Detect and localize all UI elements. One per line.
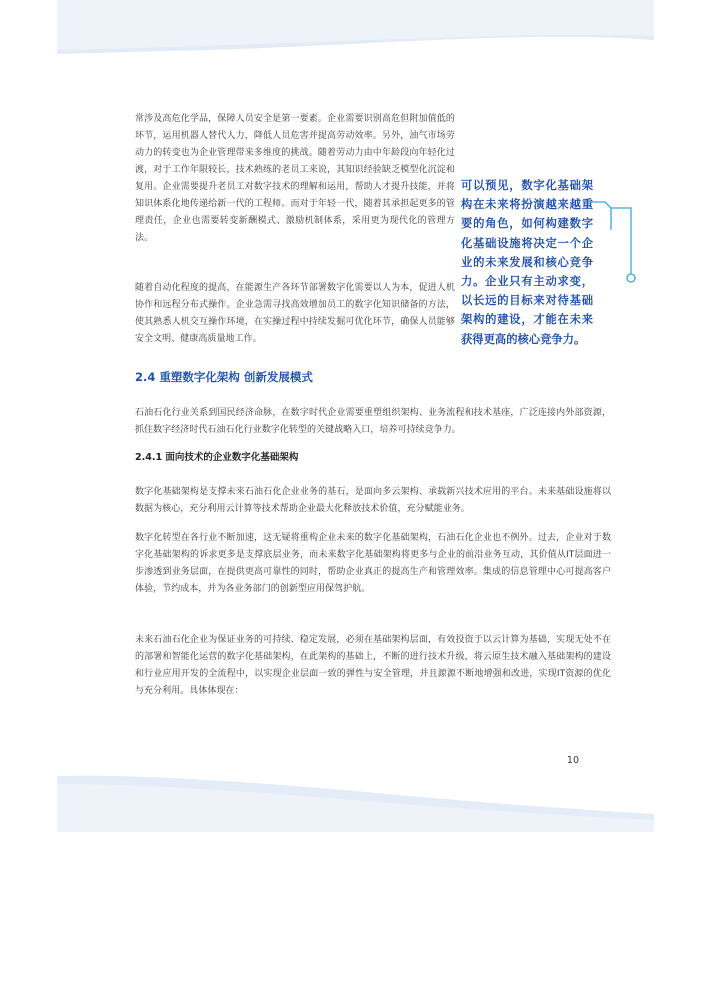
subsection-title: 2.4.1 面向技术的企业数字化基础架构	[135, 452, 299, 463]
body-paragraph-automation: 随着自动化程度的提高，在能源生产各环节部署数字化需要以人为本，促进人机协作和远程分布式操作。企业急需寻找高效增加员工的数字化知识储备的方法，使其熟悉人机交互操作环境，在实操过程中持续发掘可优化环节，确保人员能够安全文明、健康高质量地工作。	[135, 283, 455, 344]
section-title: 2.4 重塑数字化架构 创新发展模式	[135, 370, 313, 384]
subsection-paragraph-1: 数字化基础架构是支撑未来石油石化企业业务的基石，是面向多云架构、承载新兴技术应用的平台。未来基础设施将以数据为核心，充分利用云计算等技术帮助企业最大化释放技术价值，充分赋能业务。	[135, 487, 611, 514]
section-intro-paragraph: 石油石化行业关系到国民经济命脉，在数字时代企业需要重塑组织架构、业务流程和技术基座，广泛连接内外部资源，抓住数字经济时代石油石化行业数字化转型的关键战略入口，培养可持续竞争力。	[135, 408, 611, 435]
subsection-paragraph-2: 数字化转型在各行业不断加速，这无疑将重构企业未来的数字化基础架构，石油石化企业也不例外。过去，企业对于数字化基础架构的诉求更多是支撑底层业务，而未来数字化基础架构将更多与企业的前沿业务互动，其价值从IT层面进一步渗透到业务层面，在提供更高可靠性的同时，帮助企业真正的提高生产和管理效率。集成的信息管理中心可提高客户体验，节约成本，并为各业务部门的创新型应用保驾护航。	[135, 533, 611, 594]
subsection-paragraph-3: 未来石油石化企业为保证业务的可持续、稳定发展，必须在基础架构层面，有效投资于以云计算为基础，实现无处不在的部署和智能化运营的数字化基础架构，在此架构的基础上，不断的进行技术升级，将云原生技术融入基础架构的建设和行业应用开发的全流程中，以实现企业层面一致的弹性与安全管理，并且源源不断地增强和改进，实现IT资源的优化与充分利用。具体体现在：	[135, 635, 611, 696]
bottom-band-shape	[57, 772, 654, 832]
callout-quote: 可以预见，数字化基础架构在未来将扮演越来越重要的角色，如何构建数字化基础设施将决定一个企业的未来发展和核心竞争力。企业只有主动求变，以长远的目标来对待基础架构的建设，才能在未来获得更高的核心竞争力。	[461, 179, 593, 346]
page-number: 10	[566, 755, 579, 766]
document-page	[57, 0, 654, 832]
top-decorative-band	[57, 0, 654, 55]
circuit-line-icon	[587, 190, 641, 286]
top-band-shape	[57, 0, 654, 55]
bottom-decorative-band	[57, 772, 654, 832]
body-paragraph-workforce: 常涉及高危化学品，保障人员安全是第一要素。企业需要识别高危但附加值低的环节，运用机器人替代人力，降低人员危害并提高劳动效率。另外，油气市场劳动力的转变也为企业管理带来多维度的挑战。随着劳动力由中年龄段向年轻化过渡，对于工作年限较长，技术熟练的老员工来说，其知识经验缺乏模型化沉淀和复用。企业需要提升老员工对数字技术的理解和运用，帮助人才提升技能，并将知识体系化地传递给新一代的工程师。而对于年轻一代，随着其承担起更多的管理责任，企业也需要转变新酬模式、激励机制体系，采用更为现代化的管理方法。	[135, 114, 455, 243]
